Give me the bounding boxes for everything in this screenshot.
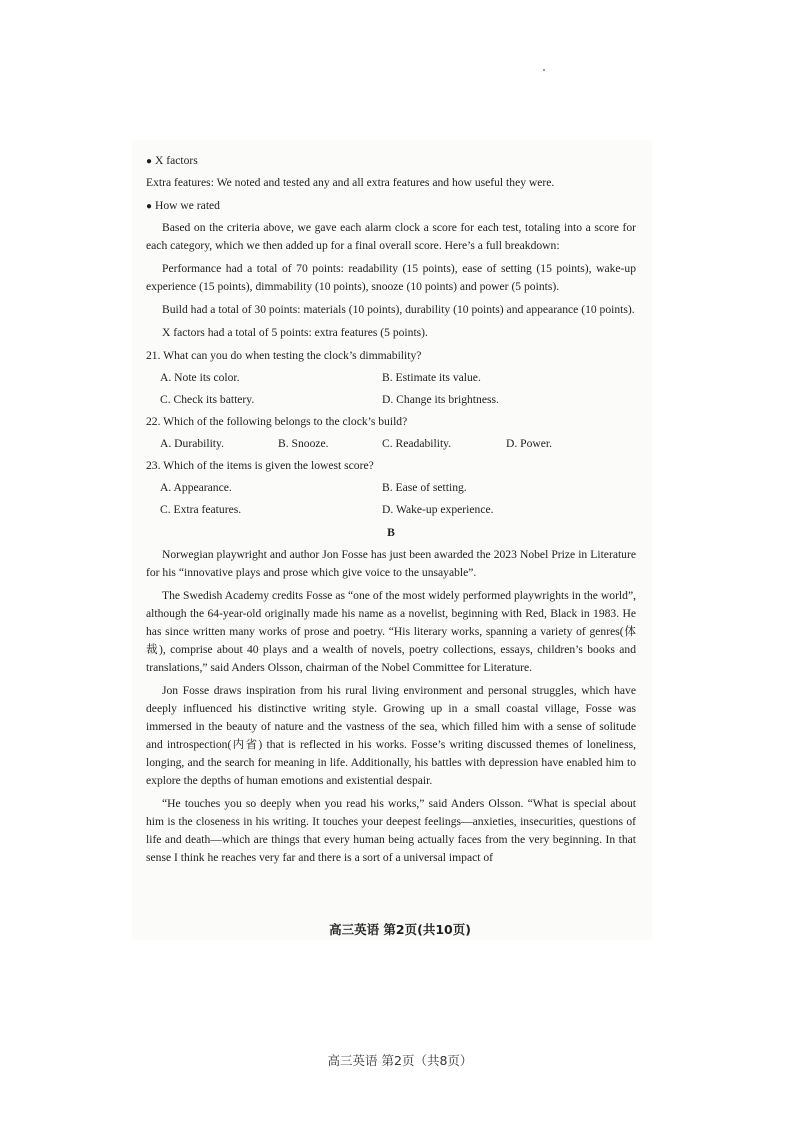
section-b-label: B <box>387 526 395 540</box>
q23-option-c: C. Extra features. <box>160 502 242 516</box>
q21-option-c: C. Check its battery. <box>160 392 255 406</box>
how-rated-heading: ● How we rated <box>146 198 220 212</box>
question-23-stem: 23. Which of the items is given the lowest score? <box>146 458 374 472</box>
passage-b-paragraph-3: Jon Fosse draws inspiration from his rural living environment and personal struggles, which have deeply influenced his distinctive writing style. Growing up in a small coastal village, Fosse was immersed in the beauty of nature and the vastness of the sea, which filled him with a sense of solitude and introspection(内省) that is reflected in his works. Fosse’s writing discussed themes of loneliness, longing, and the search for meaning in life. Additionally, his battles with depression have enabled him to explore the depths of human emotions and existential despair. <box>146 684 636 788</box>
q22-option-a: A. Durability. <box>160 436 224 450</box>
page-footer: 高三英语 第2页（共8页） <box>327 1053 473 1068</box>
question-23-options <box>160 479 636 519</box>
q23-option-b: B. Ease of setting. <box>382 480 467 494</box>
q23-option-a: A. Appearance. <box>160 480 232 494</box>
inner-page-footer: 高三英语 第2页(共10页) <box>329 922 471 937</box>
q22-option-b: B. Snooze. <box>278 436 329 450</box>
passage-b-paragraph-1: Norwegian playwright and author Jon Fosse has just been awarded the 2023 Nobel Prize in Literature for his “innovative plays and prose which give voice to the unsayable”. <box>146 548 636 580</box>
bullet-icon: ● <box>146 200 153 212</box>
q21-option-a: A. Note its color. <box>160 370 240 384</box>
q22-option-d: D. Power. <box>506 436 553 450</box>
q21-option-b: B. Estimate its value. <box>382 370 481 384</box>
passage-b-paragraph-2: The Swedish Academy credits Fosse as “one of the most widely performed playwrights in the world”, although the 64-year-old originally made his name as a novelist, beginning with Red, Black in 1983. He has since written many works of prose and poetry. “His literary works, spanning a variety of genres(体裁), comprise about 40 plays and a wealth of novels, poetry collections, essays, children’s books and translations,” said Anders Olsson, chairman of the Nobel Committee for Literature. <box>146 589 636 675</box>
q22-option-c: C. Readability. <box>382 436 452 450</box>
x-factors-text: Extra features: We noted and tested any and all extra features and how useful they were. <box>146 175 555 189</box>
question-21-stem: 21. What can you do when testing the clock’s dimmability? <box>146 348 422 362</box>
passage-b-paragraph-4: “He touches you so deeply when you read his works,” said Anders Olsson. “What is special about him is the closeness in his writing. It touches your deepest feelings—anxieties, insecurities, questions of life and death—which are things that every human being actually faces from the very beginning. In that sense I think he reaches very far and there is a sort of a universal impact of <box>146 797 636 864</box>
document-body <box>146 152 636 872</box>
performance-text: Performance had a total of 70 points: readability (15 points), ease of setting (15 points), wake-up experience (15 points), dimmability (10 points), snooze (10 points) and power (5 points). <box>146 261 636 293</box>
question-22-stem: 22. Which of the following belongs to the clock’s build? <box>146 414 408 428</box>
x-factors-total-text: X factors had a total of 5 points: extra features (5 points). <box>162 325 428 339</box>
question-22-options <box>160 435 636 453</box>
q21-option-d: D. Change its brightness. <box>382 392 499 406</box>
how-rated-text: Based on the criteria above, we gave each alarm clock a score for each test, totaling into a score for each category, which we then added up for a final overall score. Here’s a full breakdown: <box>146 220 636 252</box>
question-21-options <box>160 369 636 409</box>
scan-speck <box>543 69 545 71</box>
bullet-icon: ● <box>146 156 153 167</box>
q23-option-d: D. Wake-up experience. <box>382 502 494 516</box>
build-text: Build had a total of 30 points: materials (10 points), durability (10 points) and appearance (10 points). <box>162 302 635 316</box>
x-factors-heading: ● X factors <box>146 154 198 167</box>
